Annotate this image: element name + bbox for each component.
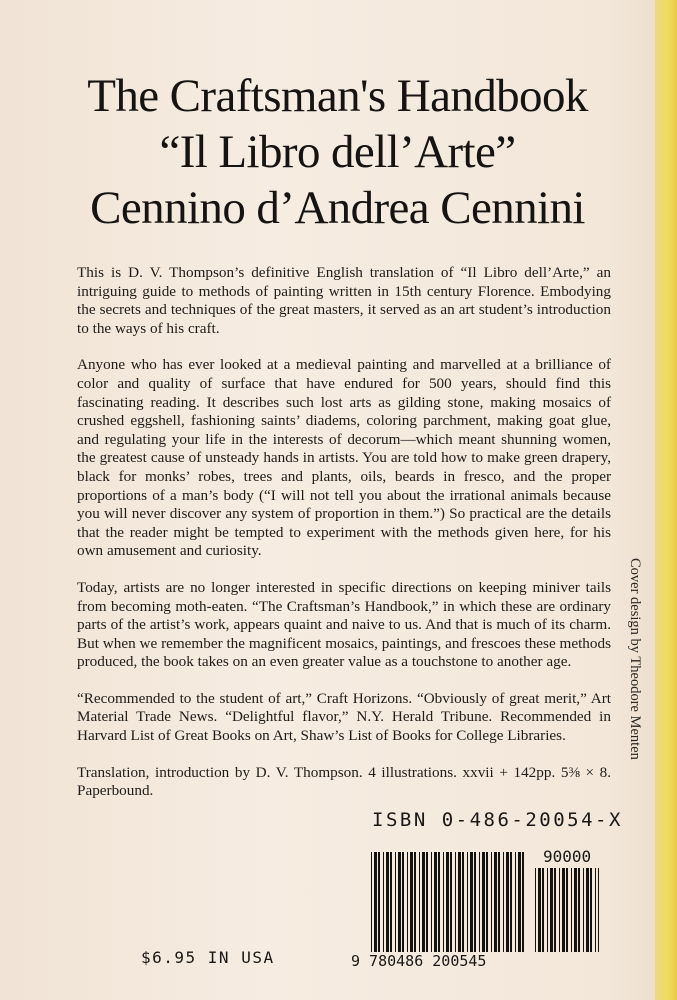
barcode-addon-number: 90000 [543, 847, 592, 866]
blurb-paragraph-1: This is D. V. Thompson’s definitive English translation of “Il Libro dell’Arte,” an intriguing guide to methods of painting written in 15th century Florence. Embodying the secrets and techniques of the great masters, it served as an art student’s introduction to the ways of his craft. [77, 264, 611, 337]
blurb-paragraph-3: Today, artists are no longer interested in specific directions on keeping miniver tails from becoming moth-eaten. “The Craftsman’s Handbook,” in which these are ordinary parts of the artist’s work, appears quaint and naive to us. And that is much of its charm. But when we remember the magnificent mosaics, paintings, and frescoes these methods produced, the book takes on an even greater value as a touchstone to another age. [77, 578, 611, 671]
price-label: $6.95 IN USA [141, 948, 275, 967]
title-block [40, 68, 635, 236]
title-line-3: Cennino d’Andrea Cennini [90, 182, 585, 234]
cover-design-credit: Cover design by Theodore Menten [627, 558, 643, 760]
title-line-1: The Craftsman's Handbook [87, 70, 588, 122]
title-line-2: “Il Libro dell’Arte” [159, 126, 516, 178]
barcode-main-bars [371, 852, 524, 952]
isbn-label: ISBN 0-486-20054-X [372, 809, 623, 831]
blurb-text [77, 264, 611, 819]
barcode [351, 847, 605, 973]
blurb-paragraph-2: Anyone who has ever looked at a medieval painting and marvelled at a brilliance of color and quality of surface that have endured for 500 years, should find this fascinating reading. It describes such lost arts as gilding stone, making mosaics of crushed eggshell, fashioning saints’ diadems, coloring parchment, making goat glue, and regulating your life in the interests of decorum—which meant shunning women, the greatest cause of unsteady hands in artists. You are told how to make green drapery, black for monks’ robes, trees and plants, oils, beards in fresco, and the proper proportions of a man’s body (“I will not tell you about the irrational animals because you will never discover any system of proportion in them.”) So practical are the details that the reader might be tempted to experiment with the methods given here, for his own amusement and curiosity. [77, 356, 611, 560]
book-details: Translation, introduction by D. V. Thompson. 4 illustrations. xxvii + 142pp. 5⅜ × 8. Paperbound. [77, 763, 611, 800]
reviews-paragraph: “Recommended to the student of art,” Craft Horizons. “Obviously of great merit,” Art Material Trade News. “Delightful flavor,” N.Y. Herald Tribune. Recommended in Harvard List of Great Books on Art, Shaw’s List of Books for College Libraries. [77, 689, 611, 745]
barcode-addon-bars [535, 868, 599, 952]
barcode-number: 9 780486 200545 [351, 952, 487, 970]
spine-edge [655, 0, 677, 1000]
